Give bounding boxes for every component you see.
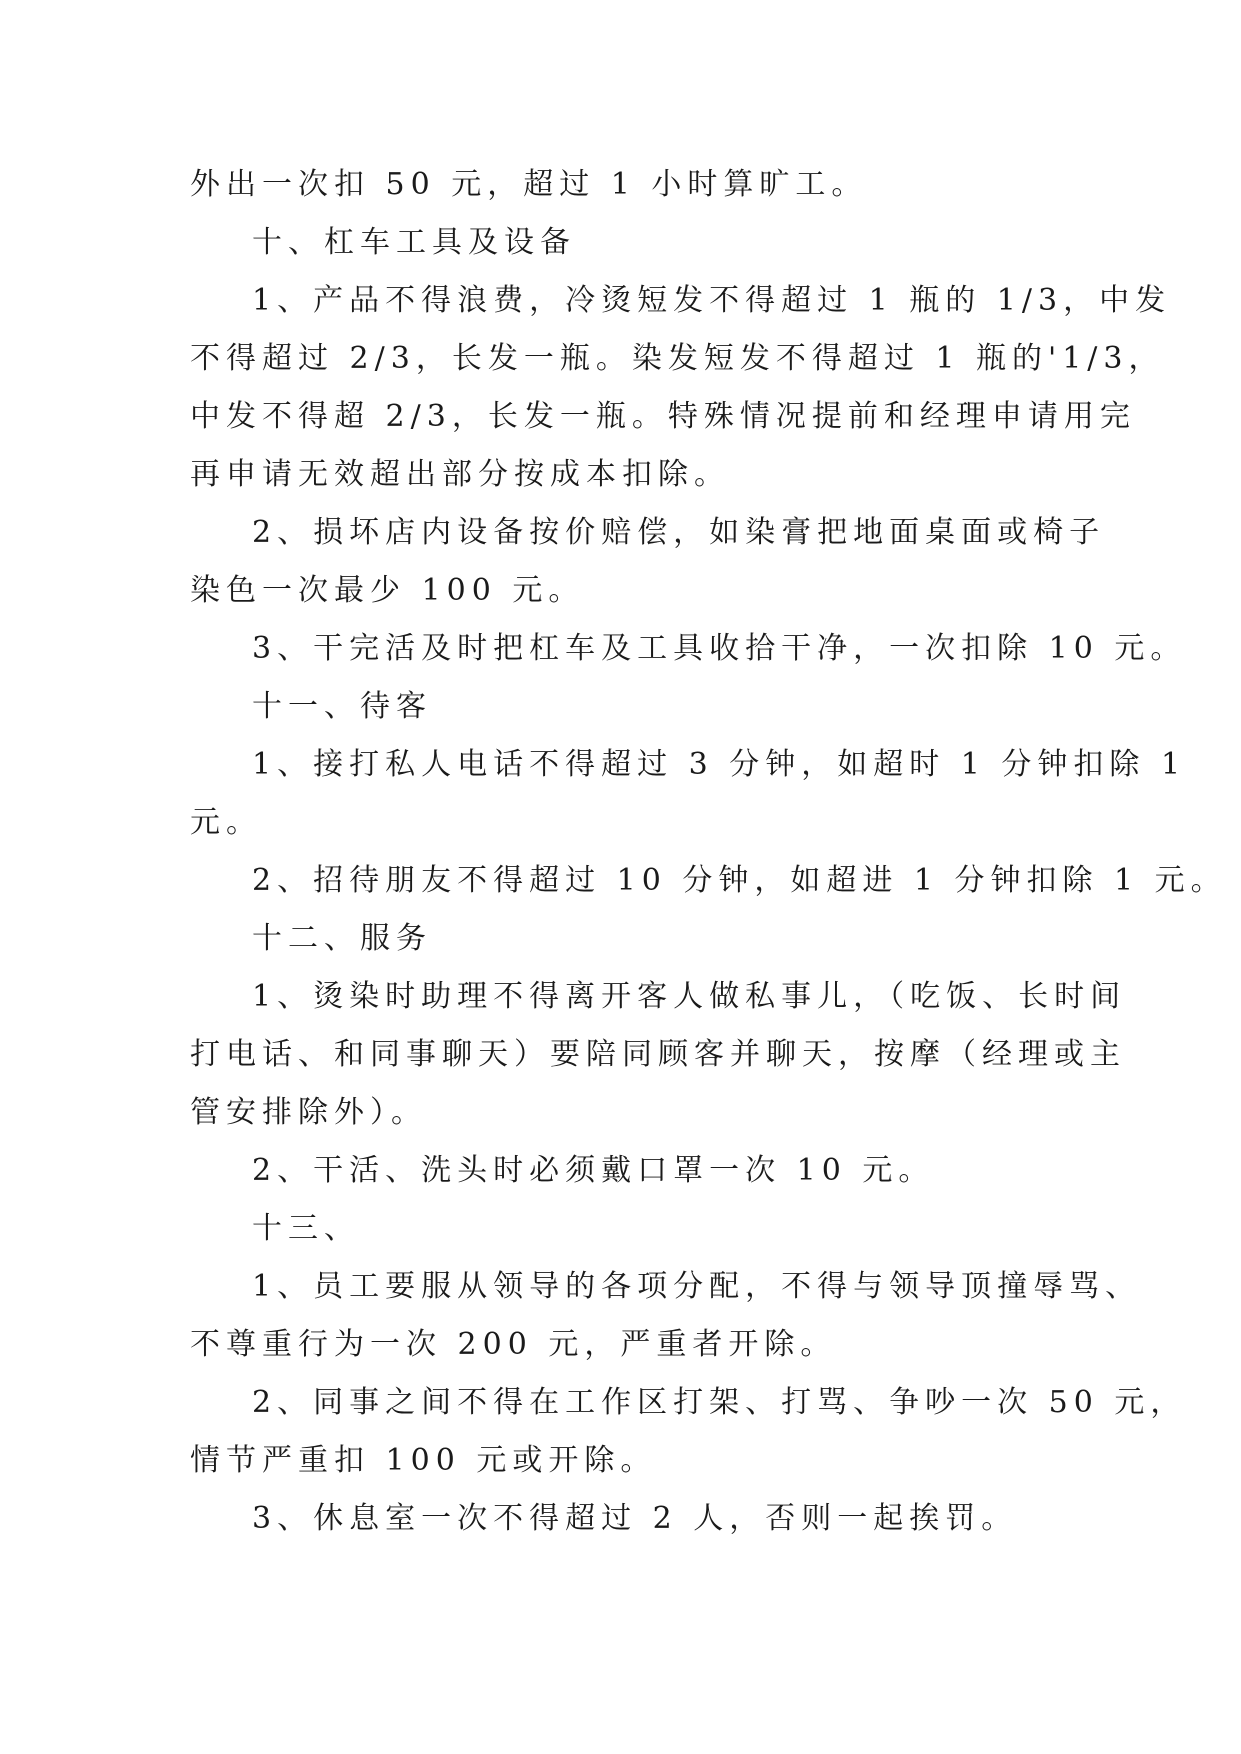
section-heading: 十三、 [252, 1211, 360, 1246]
section-heading: 十、杠车工具及设备 [252, 225, 576, 260]
section-heading: 十二、服务 [252, 921, 432, 956]
text-line: 管安排除外）。 [190, 1095, 427, 1130]
text-line: 1、接打私人电话不得超过 3 分钟，如超时 1 分钟扣除 1 [252, 747, 1187, 782]
text-line: 染色一次最少 100 元。 [190, 573, 585, 608]
section-heading: 十一、待客 [252, 689, 432, 724]
text-line: 2、损坏店内设备按价赔偿，如染膏把地面桌面或椅子 [252, 515, 1106, 550]
text-line: 不得超过 2/3，长发一瓶。染发短发不得超过 1 瓶的'1/3， [190, 341, 1165, 376]
text-line: 2、干活、洗头时必须戴口罩一次 10 元。 [252, 1153, 935, 1188]
text-line: 打电话、和同事聊天）要陪同顾客并聊天，按摩（经理或主 [190, 1037, 1126, 1072]
text-line: 3、休息室一次不得超过 2 人，否则一起挨罚。 [252, 1501, 1018, 1536]
text-line: 1、烫染时助理不得离开客人做私事儿，（吃饭、长时间 [252, 979, 1127, 1014]
text-line: 元。 [190, 805, 262, 840]
text-line: 再申请无效超出部分按成本扣除。 [190, 457, 730, 492]
text-line: 2、招待朋友不得超过 10 分钟，如超进 1 分钟扣除 1 元。 [252, 863, 1227, 898]
text-line: 中发不得超 2/3，长发一瓶。特殊情况提前和经理申请用完 [190, 399, 1136, 434]
text-line: 外出一次扣 50 元，超过 1 小时算旷工。 [190, 167, 868, 202]
text-line: 3、干完活及时把杠车及工具收拾干净，一次扣除 10 元。 [252, 631, 1187, 666]
text-line: 2、同事之间不得在工作区打架、打骂、争吵一次 50 元， [252, 1385, 1187, 1420]
text-line: 情节严重扣 100 元或开除。 [190, 1443, 657, 1478]
text-line: 不尊重行为一次 200 元，严重者开除。 [190, 1327, 837, 1362]
text-line: 1、员工要服从领导的各项分配，不得与领导顶撞辱骂、 [252, 1269, 1142, 1304]
text-line: 1、产品不得浪费，冷烫短发不得超过 1 瓶的 1/3，中发 [252, 283, 1172, 318]
